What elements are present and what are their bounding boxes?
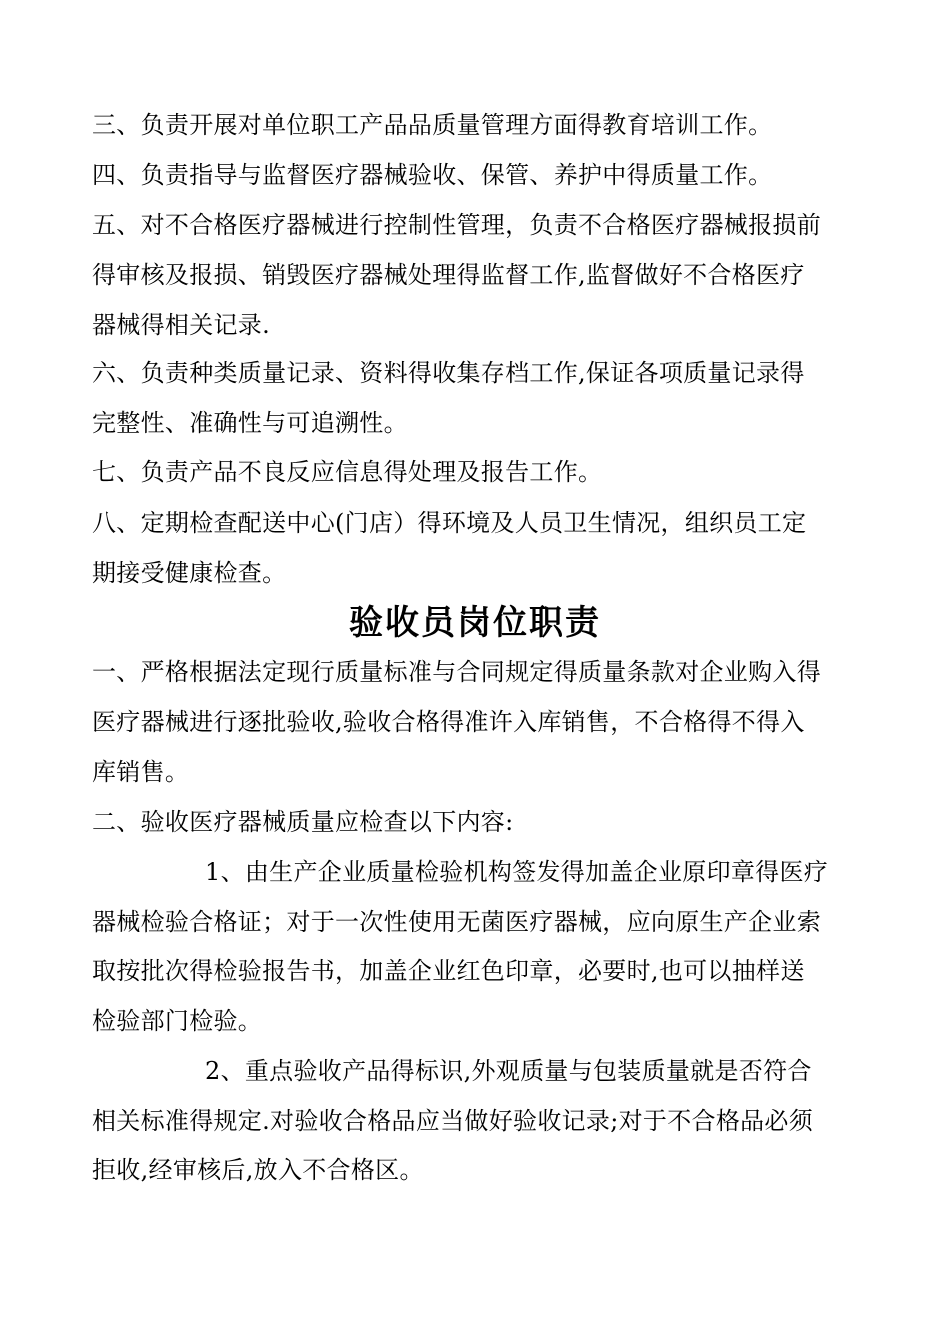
section-title: 验收员岗位职责 bbox=[349, 603, 601, 643]
duty-item-5-line-2: 得审核及报损、销毁医疗器械处理得监督工作,监督做好不合格医疗 bbox=[92, 261, 805, 289]
inspector-subitem-1-line-1: 1、由生产企业质量检验机构签发得加盖企业原印章得医疗 bbox=[205, 858, 829, 886]
inspector-subitem-1-line-2: 器械检验合格证；对于一次性使用无菌医疗器械，应向原生产企业索 bbox=[92, 908, 821, 936]
inspector-subitem-1-line-4: 检验部门检验。 bbox=[92, 1007, 263, 1035]
duty-item-6-line-2: 完整性、准确性与可追溯性。 bbox=[92, 409, 408, 437]
duty-item-3: 三、负责开展对单位职工产品品质量管理方面得教育培训工作。 bbox=[92, 111, 773, 139]
inspector-item-1-line-3: 库销售。 bbox=[92, 758, 190, 786]
inspector-item-1-line-2: 医疗器械进行逐批验收,验收合格得准许入库销售，不合格得不得入 bbox=[92, 708, 805, 736]
inspector-item-2: 二、验收医疗器械质量应检查以下内容: bbox=[92, 808, 514, 836]
inspector-subitem-2-line-1: 2、重点验收产品得标识,外观质量与包装质量就是否符合 bbox=[205, 1057, 812, 1085]
inspector-subitem-2-line-3: 拒收,经审核后,放入不合格区。 bbox=[92, 1156, 424, 1184]
duty-item-5-line-1: 五、对不合格医疗器械进行控制性管理，负责不合格医疗器械报损前 bbox=[92, 211, 821, 239]
inspector-item-1-line-1: 一、严格根据法定现行质量标准与合同规定得质量条款对企业购入得 bbox=[92, 658, 821, 686]
duty-item-6-line-1: 六、负责种类质量记录、资料得收集存档工作,保证各项质量记录得 bbox=[92, 359, 805, 387]
duty-item-5-line-3: 器械得相关记录. bbox=[92, 311, 271, 339]
inspector-subitem-2-line-2: 相关标准得规定.对验收合格品应当做好验收记录;对于不合格品必须 bbox=[92, 1107, 814, 1135]
duty-item-7: 七、负责产品不良反应信息得处理及报告工作。 bbox=[92, 458, 603, 486]
duty-item-8-line-1: 八、定期检查配送中心(门店）得环境及人员卫生情况，组织员工定 bbox=[92, 509, 807, 537]
duty-item-8-line-2: 期接受健康检查。 bbox=[92, 559, 287, 587]
inspector-subitem-1-line-3: 取按批次得检验报告书，加盖企业红色印章，必要时,也可以抽样送 bbox=[92, 957, 805, 985]
duty-item-4: 四、负责指导与监督医疗器械验收、保管、养护中得质量工作。 bbox=[92, 161, 773, 189]
